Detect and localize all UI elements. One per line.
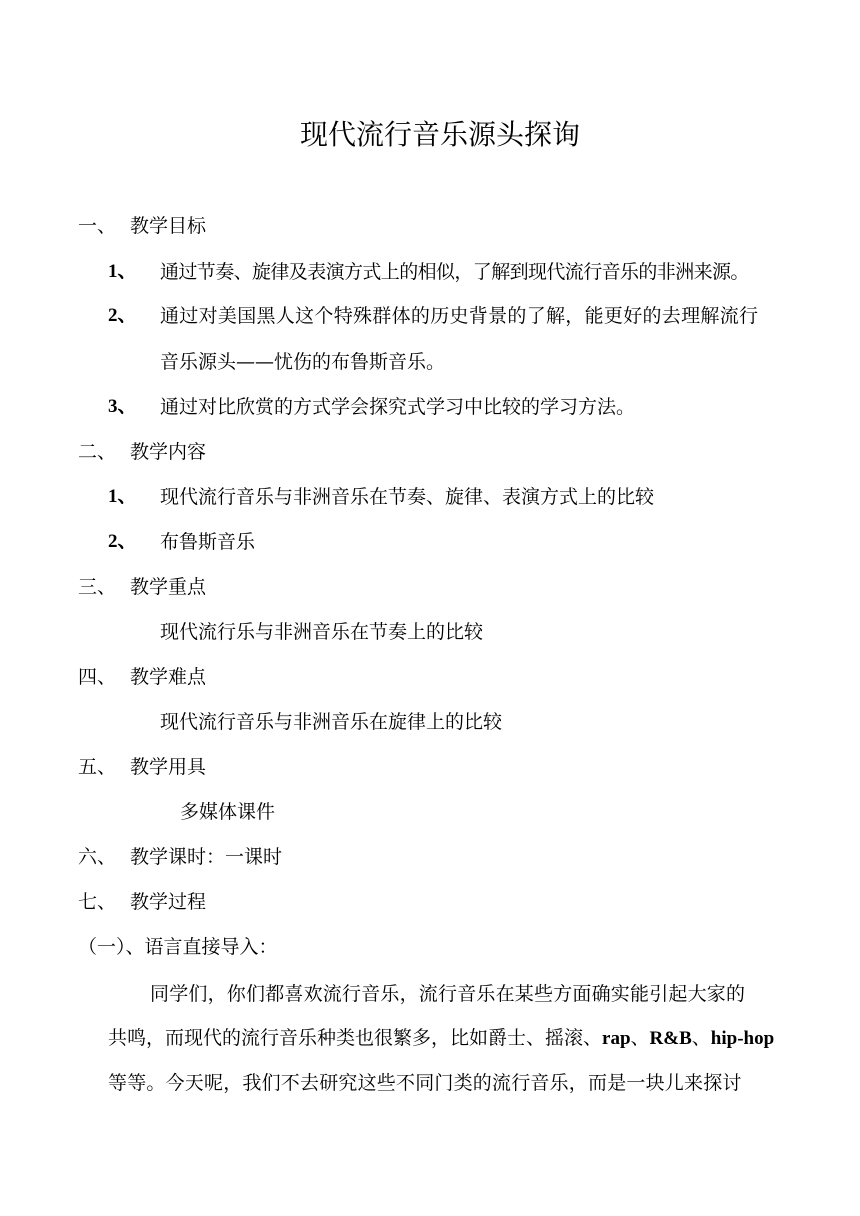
paragraph-text: 共鸣，而现代的流行音乐种类也很繁多，比如爵士、摇滚、	[108, 1027, 603, 1049]
section-number: 四、	[78, 666, 117, 688]
item-text: 通过对比欣赏的方式学会探究式学习中比较的学习方法。	[160, 396, 636, 418]
section-number: 六、	[78, 846, 117, 868]
paragraph-punct: 、	[630, 1027, 650, 1049]
item-number: 2、	[108, 531, 137, 552]
item-text: 通过节奏、旋律及表演方式上的相似，了解到现代流行音乐的非洲来源。	[160, 261, 749, 283]
paragraph-term: rap	[602, 1028, 631, 1049]
subsection-title: （一）、语言直接导入：	[78, 936, 278, 958]
item-number: 2、	[108, 305, 137, 326]
section-title: 教学内容	[130, 441, 207, 463]
section-title: 教学目标	[130, 215, 207, 237]
section-title: 教学课时：一课时	[130, 846, 283, 868]
item-text-continuation: 音乐源头——忧伤的布鲁斯音乐。	[160, 351, 446, 373]
section-number: 二、	[78, 441, 117, 463]
section-number: 七、	[78, 891, 117, 913]
section-title: 教学用具	[130, 756, 207, 778]
paragraph-term: hip-hop	[710, 1028, 775, 1049]
paragraph-term: R&B	[649, 1028, 692, 1049]
section-title: 教学过程	[130, 891, 207, 913]
item-number: 3、	[108, 396, 137, 417]
item-text: 通过对美国黑人这个特殊群体的历史背景的了解，能更好的去理解流行	[160, 305, 759, 327]
document-title: 现代流行音乐源头探询	[299, 118, 580, 151]
paragraph-punct: 、	[691, 1027, 711, 1049]
section-body-text: 现代流行乐与非洲音乐在节奏上的比较	[160, 621, 484, 643]
paragraph-text-run	[108, 1025, 774, 1052]
section-number: 一、	[78, 215, 117, 237]
section-body-text: 现代流行音乐与非洲音乐在旋律上的比较	[160, 711, 503, 733]
item-text: 布鲁斯音乐	[160, 531, 256, 553]
section-body-text: 多媒体课件	[180, 801, 276, 823]
paragraph-text: 同学们，你们都喜欢流行音乐，流行音乐在某些方面确实能引起大家的	[150, 983, 746, 1005]
item-number: 1、	[108, 261, 137, 282]
section-title: 教学重点	[130, 576, 207, 598]
item-number: 1、	[108, 486, 137, 507]
section-number: 五、	[78, 756, 117, 778]
paragraph-text: 等等。今天呢，我们不去研究这些不同门类的流行音乐，而是一块儿来探讨	[108, 1072, 742, 1094]
section-number: 三、	[78, 576, 117, 598]
section-title: 教学难点	[130, 666, 207, 688]
item-text: 现代流行音乐与非洲音乐在节奏、旋律、表演方式上的比较	[160, 486, 655, 508]
